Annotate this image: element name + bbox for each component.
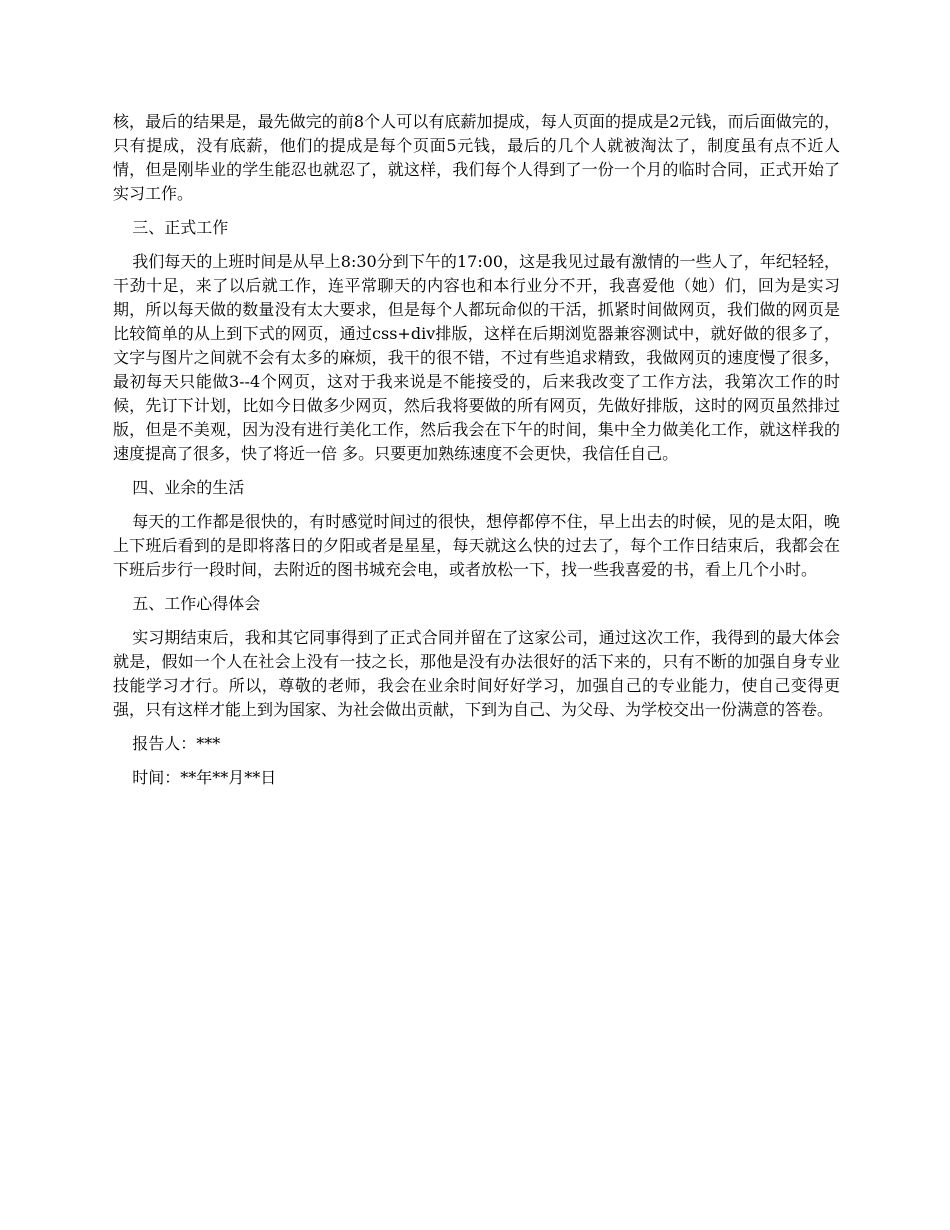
document-page — [113, 110, 840, 800]
paragraph-spare-time: 每天的工作都是很快的，有时感觉时间过的很快，想停都停不住，早上出去的时候，见的是太阳，晚上下班后看到的是即将落日的夕阳或者是星星，每天就这么快的过去了，每个工作日结束后，我都会在下班后步行一段时间，去附近的图书城充会电，或者放松一下，找一些我喜爱的书，看上几个小时。 — [113, 512, 840, 579]
section-heading-formal-work: 三、正式工作 — [132, 218, 229, 237]
section-heading-spare-time: 四、业余的生活 — [132, 478, 245, 497]
paragraph-experience: 实习期结束后，我和其它同事得到了正式合同并留在了这家公司，通过这次工作，我得到的最大体会就是，假如一个人在社会上没有一技之长，那他是没有办法很好的活下来的，只有不断的加强自身专业技能学习才行。所以，尊敬的老师，我会在业余时间好好学习，加强自己的专业能力，使自己变得更强，只有这样才能上到为国家、为社会做出贡献，下到为自己、为父母、为学校交出一份满意的答卷。 — [113, 628, 840, 719]
date-line: 时间：**年**月**日 — [132, 768, 277, 787]
paragraph-continued: 核，最后的结果是，最先做完的前8个人可以有底薪加提成，每人页面的提成是2元钱，而后面做完的，只有提成，没有底薪，他们的提成是每个页面5元钱，最后的几个人就被淘汰了，制度虽有点不近人情，但是刚毕业的学生能忍也就忍了，就这样，我们每个人得到了一份一个月的临时合同，正式开始了实习工作。 — [113, 112, 840, 203]
section-heading-experience: 五、工作心得体会 — [132, 594, 261, 613]
paragraph-formal-work: 我们每天的上班时间是从早上8:30分到下午的17:00，这是我见过最有激情的一些人了，年纪轻轻，干劲十足，来了以后就工作，连平常聊天的内容也和本行业分不开，我喜爱他（她）们，回为是实习期，所以每天做的数量没有太大要求，但是每个人都玩命似的干活，抓紧时间做网页，我们做的网页是比较简单的从上到下式的网页，通过css+div排版，这样在后期浏览器兼容测试中，就好做的很多了，文字与图片之间就不会有太多的麻烦，我干的很不错，不过有些追求精致，我做网页的速度慢了很多，最初每天只能做3--4个网页，这对于我来说是不能接受的，后来我改变了工作方法，我第次工作的时候，先订下计划，比如今日做多少网页，然后我将要做的所有网页，先做好排版，这时的网页虽然排过版，但是不美观，因为没有进行美化工作，然后我会在下午的时间，集中全力做美化工作，就这样我的速度提高了很多，快了将近一倍 多。只要更加熟练速度不会更快，我信任自己。 — [113, 252, 840, 463]
reporter-line: 报告人：*** — [132, 734, 221, 753]
